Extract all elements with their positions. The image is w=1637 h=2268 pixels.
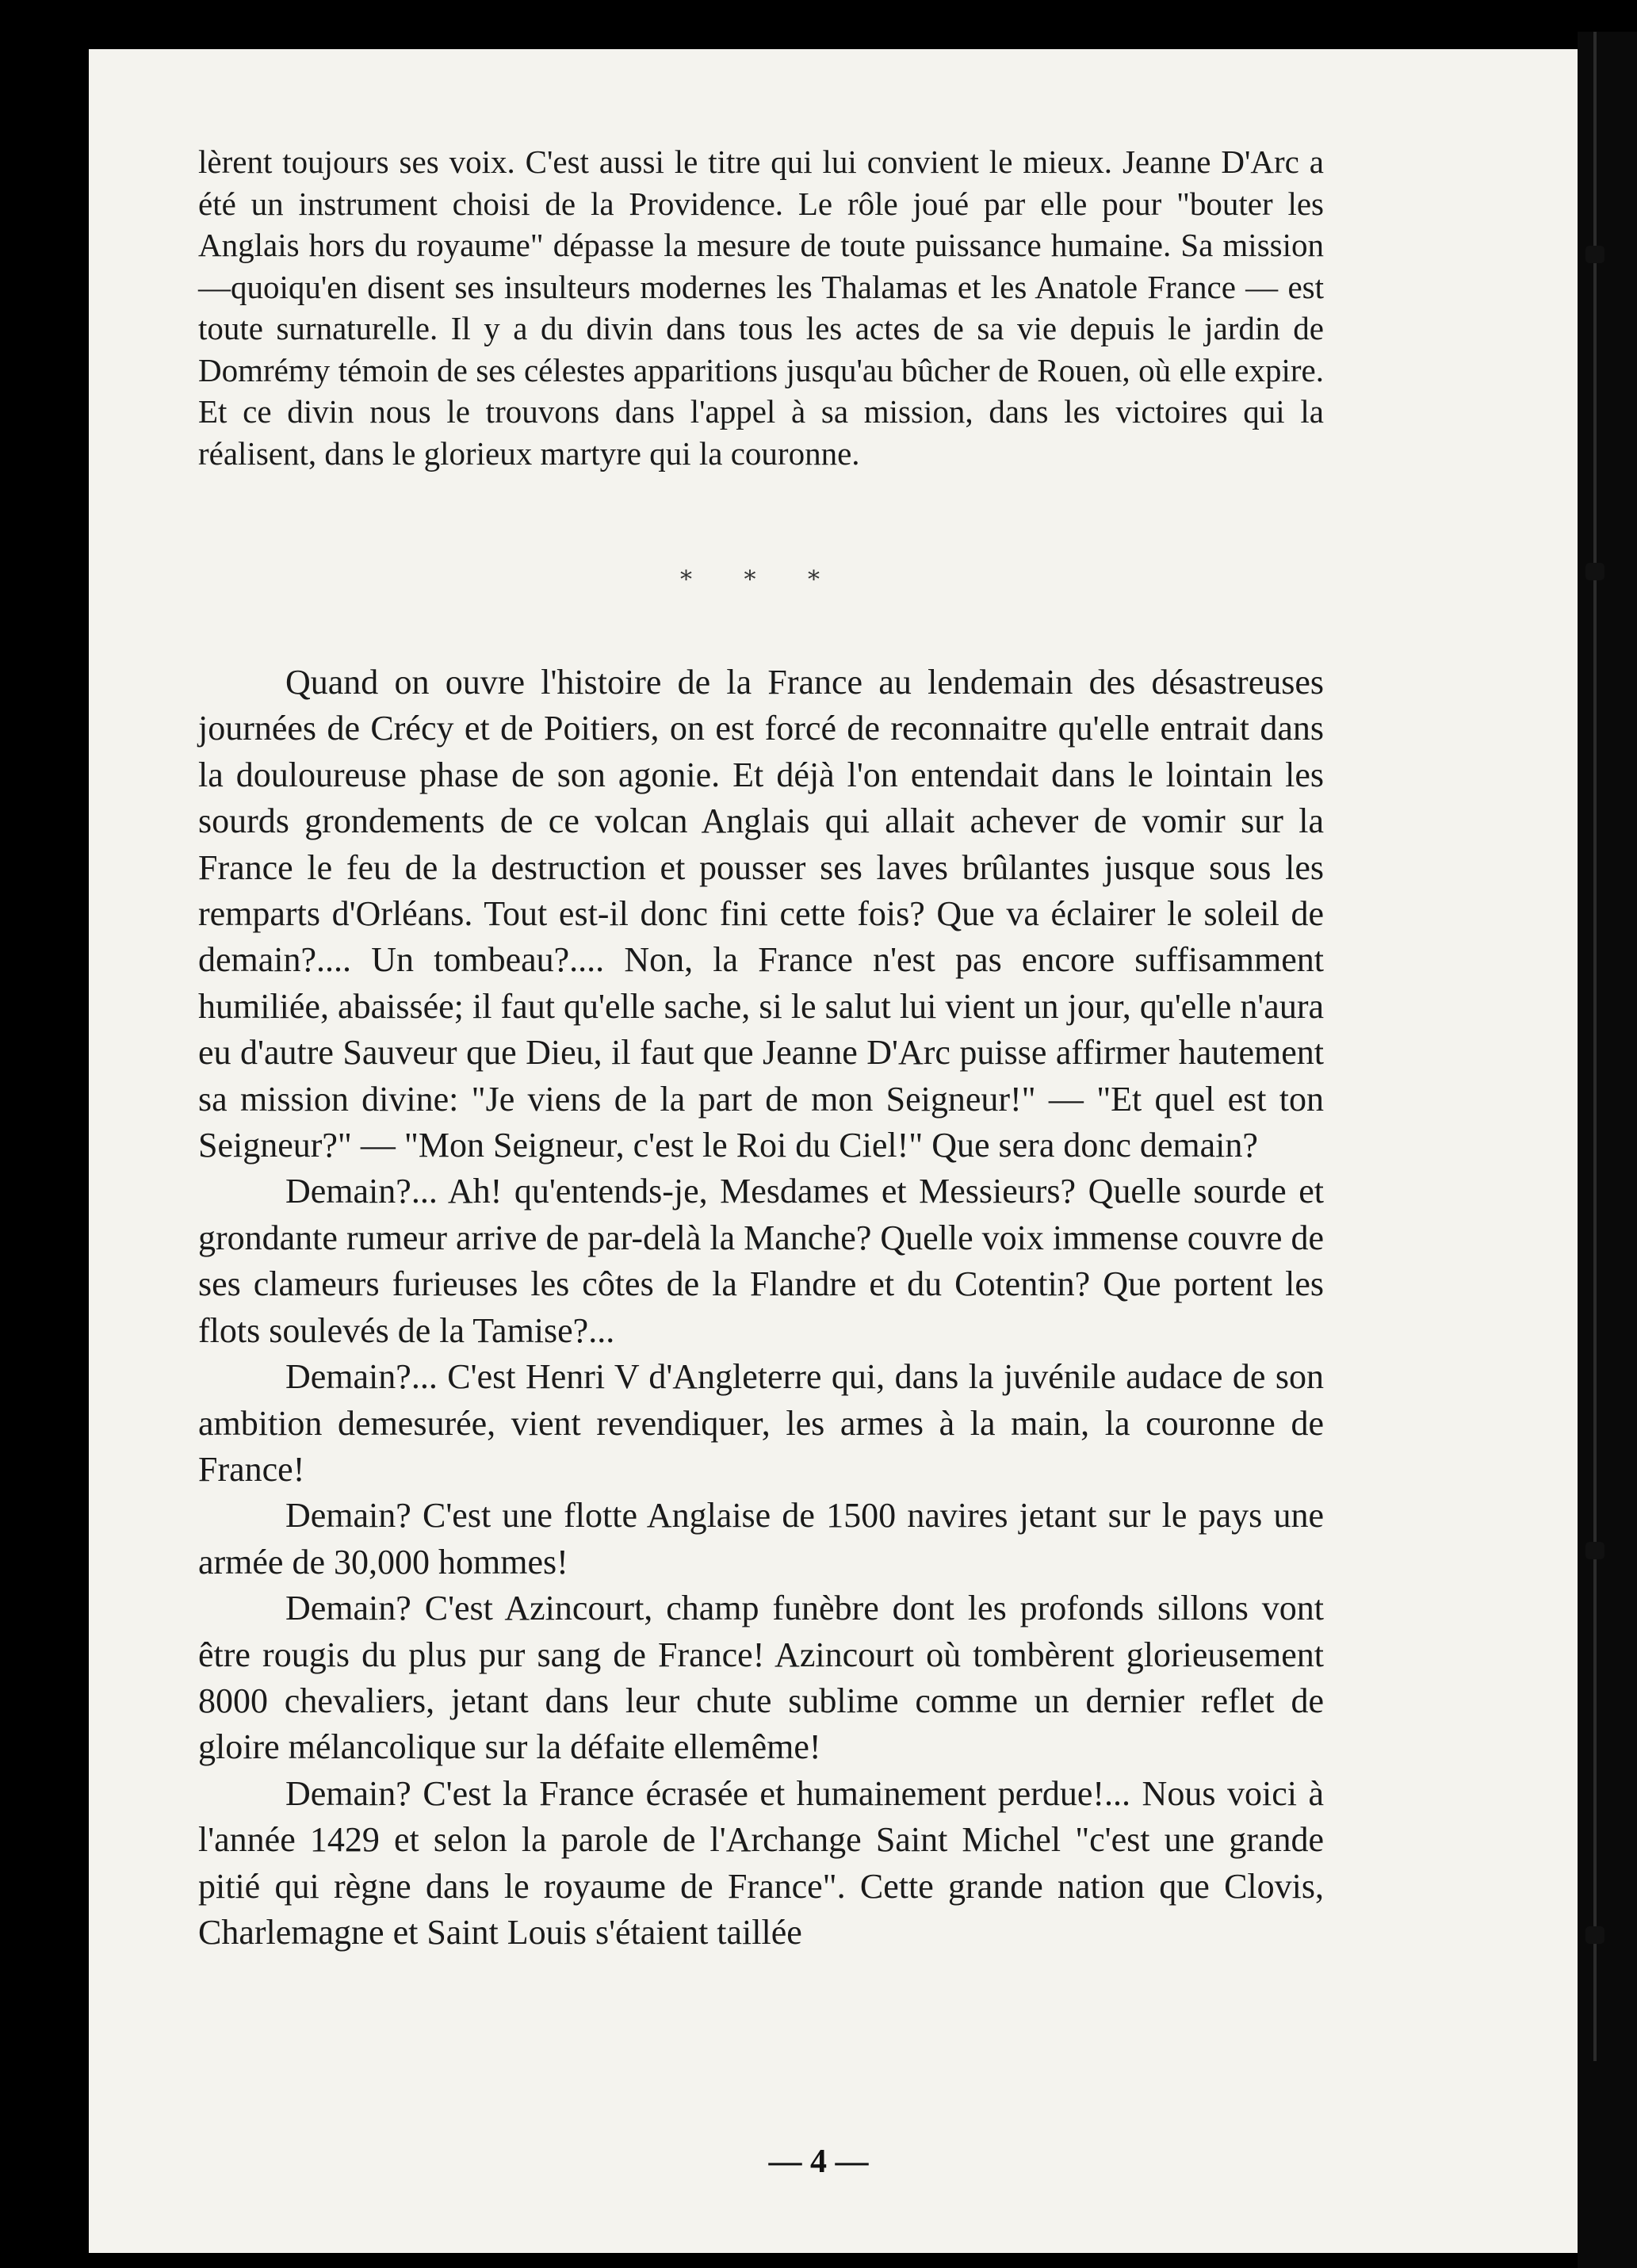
binding-mark — [1585, 1926, 1604, 1944]
paragraph: Demain? C'est une flotte Anglaise de 1500 navires jetant sur le pays une armée de 30,000 hommes! — [198, 1496, 1324, 1581]
paragraph: Quand on ouvre l'histoire de la France au lendemain des désastreuses journées de Crécy et de Poitiers, on est forcé de reconnaitre qu'elle entrait dans la douloureuse phase de son agonie. Et déjà l'on entendait dans le lointain les sourds grondements de ce volcan Anglais qui allait achever de vomir sur la France le feu de la destruction et pousser ses laves brûlantes jusque sous les remparts d'Orléans. Tout est-il donc fini cette fois? Que va éclairer le soleil de demain?.... Un tombeau?.... Non, la France n'est pas encore suffisamment humiliée, abaissée; il faut qu'elle sache, si le salut lui vient un jour, qu'elle n'aura eu d'autre Sauveur que Dieu, il faut que Jeanne D'Arc puisse affirmer hautement sa mission divine: "Je viens de la part de mon Seigneur!" — "Et quel est ton Seigneur?" — "Mon Seigneur, c'est le Roi du Ciel!" Que sera donc demain? — [198, 663, 1324, 1165]
paragraph: Demain?... Ah! qu'entends-je, Mesdames et Messieurs? Quelle sourde et grondante rumeur arrive de par-delà la Manche? Quelle voix immense couvre de ses clameurs furieuses les côtes de la Flandre et du Cotentin? Que portent les flots soulevés de la Tamise?... — [198, 1172, 1324, 1350]
page-number: — 4 — — [768, 2144, 869, 2180]
text-block-top — [198, 141, 1324, 474]
binding-mark — [1585, 1542, 1604, 1559]
binding-line — [1593, 32, 1597, 2061]
paragraph: lèrent toujours ses voix. C'est aussi le titre qui lui convient le mieux. Jeanne D'Arc a été un instrument choisi de la Providence. Le rôle joué par elle pour "bouter les Anglais hors du royaume" dépasse la mesure de toute puissance humaine. Sa mission—quoiqu'en disent ses insulteurs modernes les Thalamas et les Anatole France — est toute surnaturelle. Il y a du divin dans tous les actes de sa vie depuis le jardin de Domrémy témoin de ses célestes apparitions jusqu'au bûcher de Rouen, où elle expire. Et ce divin nous le trouvons dans l'appel à sa mission, dans les victoires qui la réalisent, dans le glorieux martyre qui la couronne. — [198, 143, 1324, 472]
paragraph: Demain? C'est Azincourt, champ funèbre dont les profonds sillons vont être rougis du plus pur sang de France! Azincourt où tombèrent glorieusement 8000 chevaliers, jetant dans leur chute sublime comme un dernier reflet de gloire mélancolique sur la défaite ellemême! — [198, 1589, 1324, 1767]
section-separator: * * * — [679, 566, 843, 594]
paragraph: Demain?... C'est Henri V d'Angleterre qui, dans la juvénile audace de son ambition demesurée, vient revendiquer, les armes à la main, la couronne de France! — [198, 1357, 1324, 1489]
text-block-main — [198, 660, 1324, 1956]
binding-mark — [1585, 563, 1604, 580]
binding-mark — [1585, 246, 1604, 263]
paragraph: Demain? C'est la France écrasée et humainement perdue!... Nous voici à l'année 1429 et selon la parole de l'Archange Saint Michel "c'est une grande pitié qui règne dans le royaume de France". Cette grande nation que Clovis, Charlemagne et Saint Louis s'étaient taillée — [198, 1773, 1324, 1952]
